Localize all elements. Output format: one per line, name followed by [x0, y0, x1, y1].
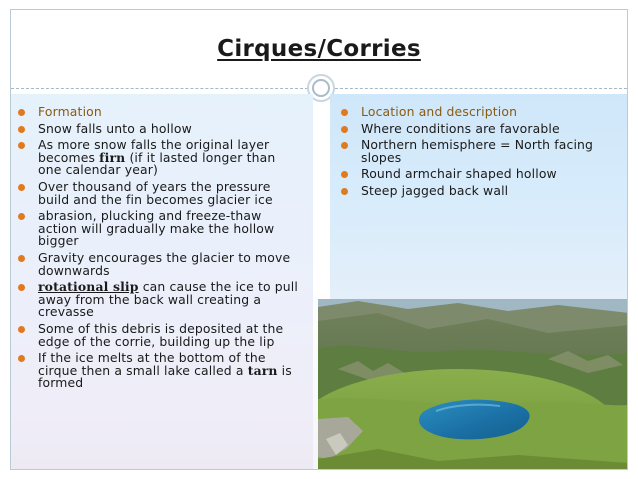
list-item-text: Steep jagged back wall [361, 182, 509, 198]
list-item [11, 106, 301, 119]
list-item-text: can cause the ice to pull away from the back wall creating a crevasse [38, 279, 298, 320]
list-item [11, 352, 301, 390]
list-item-text: As more snow falls the original layer becomes [38, 137, 270, 165]
list-item [334, 139, 624, 164]
right-bullet-list [334, 106, 624, 202]
term-tarn: tarn [247, 362, 278, 378]
list-item-text: Some of this debris is deposited at the edge of the corrie, building up the lip [38, 320, 284, 349]
bullet-icon [18, 109, 25, 116]
bullet-icon [18, 213, 25, 220]
corrie-lake-photo [318, 299, 628, 470]
list-item-text: Snow falls unto a hollow [38, 120, 192, 136]
slide-title: Cirques/Corries [217, 36, 421, 62]
bullet-icon [341, 126, 348, 133]
bullet-icon [341, 109, 348, 116]
list-item [11, 281, 301, 319]
slide [10, 9, 628, 470]
bullet-icon [18, 126, 25, 133]
list-item [11, 120, 301, 136]
list-item [11, 320, 301, 349]
list-item-text: If the ice melts at the bottom of the cirque then a small lake called a [38, 350, 266, 378]
left-column [11, 94, 313, 470]
list-item-text: Round armchair shaped hollow [361, 166, 557, 182]
list-item [334, 168, 624, 181]
bullet-icon [18, 355, 25, 362]
list-item [11, 139, 301, 177]
term-firn: firn [99, 149, 126, 165]
list-item [11, 249, 301, 278]
bullet-icon [341, 142, 348, 149]
bullet-icon [18, 184, 25, 191]
list-item [11, 178, 301, 207]
list-item [11, 210, 301, 248]
bullet-icon [341, 188, 348, 195]
list-item-text: (if it lasted longer than one calendar year) [38, 149, 276, 178]
bullet-icon [18, 142, 25, 149]
list-item-text: abrasion, plucking and freeze-thaw action will gradually make the hollow bigger [38, 208, 275, 249]
list-item-text: Formation [38, 104, 102, 119]
left-bullet-list [11, 106, 301, 394]
list-item-text: Gravity encourages the glacier to move downwards [38, 249, 291, 278]
bullet-icon [18, 284, 25, 291]
bullet-icon [18, 255, 25, 262]
list-item [334, 106, 624, 119]
bullet-icon [341, 171, 348, 178]
list-item [334, 120, 624, 136]
list-item [334, 182, 624, 198]
list-item-text: is formed [38, 362, 292, 391]
list-item-text: Where conditions are favorable [361, 120, 560, 136]
list-item-text: Over thousand of years the pressure build and the fin becomes glacier ice [38, 178, 273, 207]
term-rotational-slip: rotational slip [38, 279, 139, 295]
list-item-text: Northern hemisphere = North facing slopes [361, 137, 594, 165]
bullet-icon [18, 326, 25, 333]
list-item-text: Location and description [361, 104, 518, 119]
